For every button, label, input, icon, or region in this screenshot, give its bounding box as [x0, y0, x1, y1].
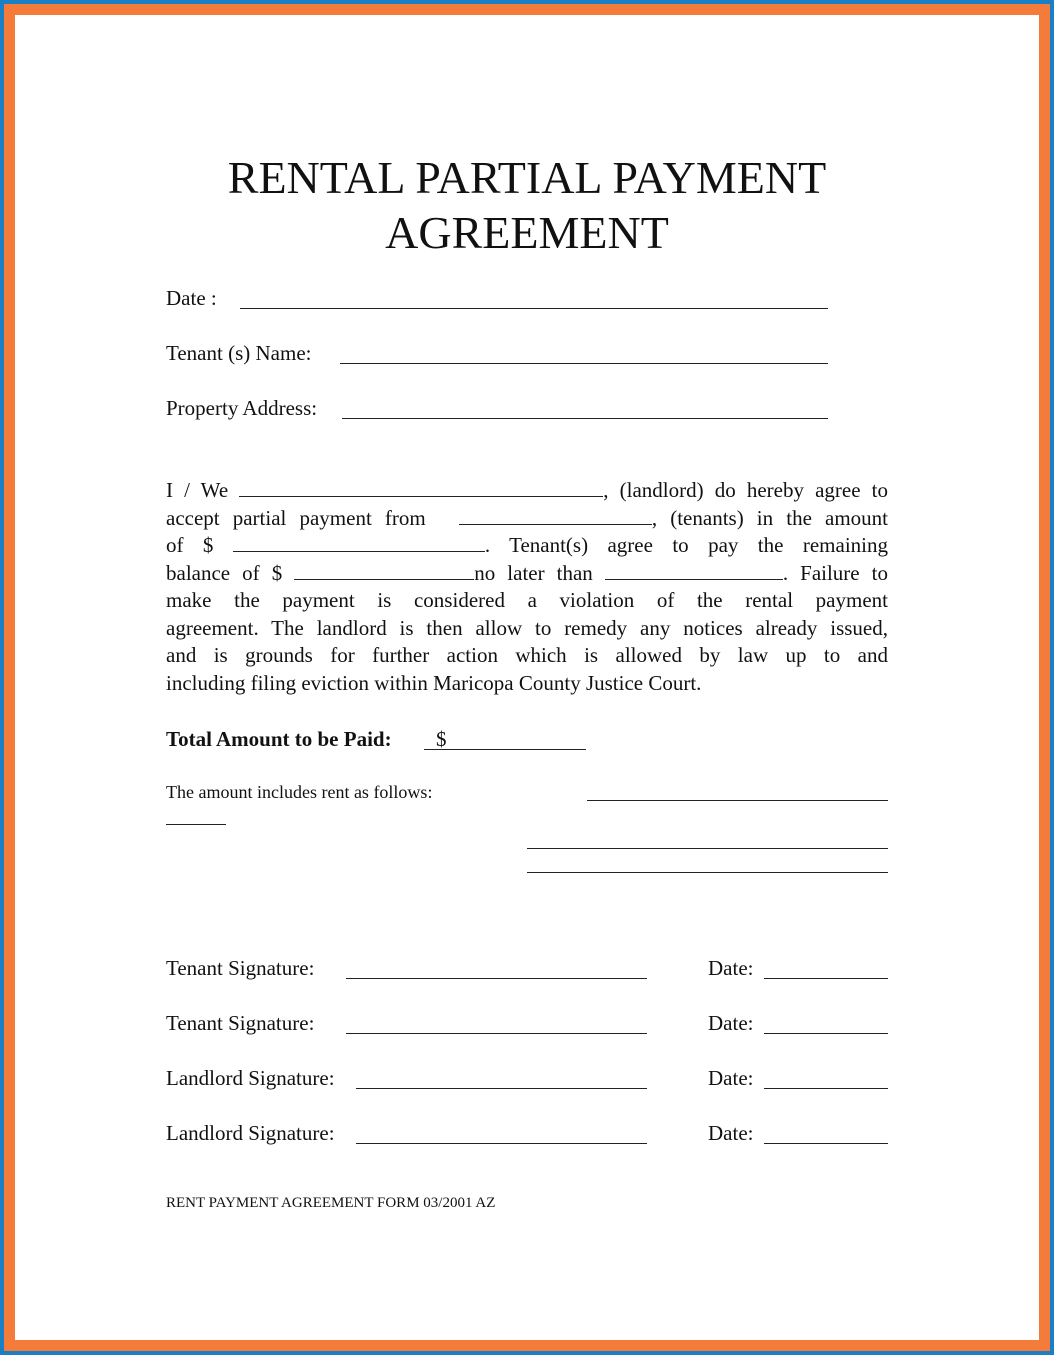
- agreement-paragraph: [166, 477, 888, 697]
- rent-line-1[interactable]: [587, 800, 888, 801]
- text: accept partial payment from: [166, 505, 426, 530]
- date-field[interactable]: [764, 1143, 888, 1144]
- property-address-field[interactable]: [342, 418, 828, 419]
- tenant-signature-2[interactable]: [346, 1033, 647, 1034]
- paragraph-line: make the payment is considered a violation of the rental payment: [166, 588, 888, 612]
- date-label: Date:: [708, 956, 754, 980]
- text: . Tenant(s) agree to pay the remaining: [484, 533, 888, 557]
- rent-line-short[interactable]: [166, 824, 226, 825]
- landlord-signature-2[interactable]: [356, 1143, 647, 1144]
- rent-line-3[interactable]: [527, 872, 888, 873]
- text: . Failure to: [782, 560, 888, 585]
- signature-label: Tenant Signature:: [166, 1011, 315, 1035]
- signature-label: Landlord Signature:: [166, 1121, 335, 1145]
- tenants-name-field[interactable]: [459, 506, 652, 525]
- date-label: Date :: [166, 286, 217, 310]
- date-field[interactable]: [764, 1033, 888, 1034]
- total-amount-field[interactable]: [424, 749, 586, 750]
- text: of $: [166, 533, 214, 557]
- includes-label: The amount includes rent as follows:: [166, 782, 433, 802]
- currency-symbol: $: [436, 727, 447, 751]
- paragraph-line: agreement. The landlord is then allow to remedy any notices already issued,: [166, 615, 888, 640]
- date-label: Date:: [708, 1011, 754, 1035]
- text: balance of $: [166, 560, 283, 585]
- document-page: [15, 15, 1039, 1340]
- tenant-name-label: Tenant (s) Name:: [166, 341, 312, 365]
- text: I / We: [166, 478, 229, 502]
- date-field[interactable]: [764, 978, 888, 979]
- paragraph-line: including filing eviction within Maricopa County Justice Court.: [166, 670, 702, 695]
- tenant-name-field[interactable]: [340, 363, 828, 364]
- text: , (tenants) in the amount: [651, 505, 889, 530]
- text: no later than: [474, 560, 593, 585]
- date-label: Date:: [708, 1121, 754, 1145]
- total-amount-label: Total Amount to be Paid:: [166, 727, 392, 751]
- property-address-label: Property Address:: [166, 396, 318, 420]
- signature-label: Tenant Signature:: [166, 956, 315, 980]
- signature-label: Landlord Signature:: [166, 1066, 335, 1090]
- form-footer: RENT PAYMENT AGREEMENT FORM 03/2001 AZ: [166, 1195, 496, 1211]
- date-field[interactable]: [764, 1088, 888, 1089]
- balance-field[interactable]: [294, 561, 474, 580]
- landlord-name-field[interactable]: [239, 478, 603, 497]
- landlord-signature-1[interactable]: [356, 1088, 647, 1089]
- rent-line-2[interactable]: [527, 848, 888, 849]
- date-field[interactable]: [240, 308, 828, 309]
- title-line-1: RENTAL PARTIAL PAYMENT: [227, 152, 827, 203]
- amount-field[interactable]: [233, 533, 485, 552]
- date-label: Date:: [708, 1066, 754, 1090]
- text: , (landlord) do hereby agree to: [603, 478, 888, 502]
- title-line-2: AGREEMENT: [385, 207, 669, 258]
- paragraph-line: and is grounds for further action which is allowed by law up to and: [166, 643, 888, 667]
- due-date-field[interactable]: [605, 561, 783, 580]
- tenant-signature-1[interactable]: [346, 978, 647, 979]
